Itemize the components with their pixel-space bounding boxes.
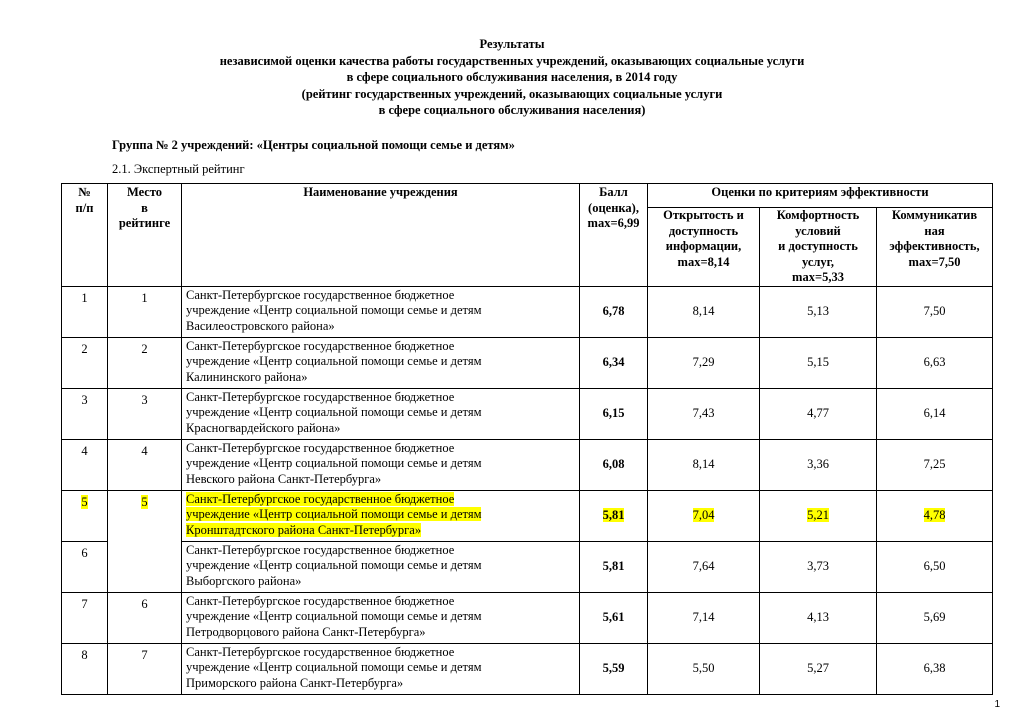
row-criterion-openness: 7,04 — [648, 490, 760, 541]
document-title — [0, 36, 1024, 119]
row-criterion-communication: 7,50 — [877, 286, 993, 337]
row-criterion-communication: 6,14 — [877, 388, 993, 439]
header-criterion-comfort: Комфортность условий и доступность услуг, max=5,33 — [760, 208, 877, 287]
row-score: 6,08 — [580, 439, 648, 490]
row-criterion-openness: 7,14 — [648, 592, 760, 643]
row-criterion-openness: 7,64 — [648, 541, 760, 592]
row-score: 5,61 — [580, 592, 648, 643]
row-num: 5 — [62, 490, 108, 541]
table-row — [62, 337, 993, 388]
row-criterion-communication: 6,63 — [877, 337, 993, 388]
row-criterion-openness: 8,14 — [648, 439, 760, 490]
header-score: Балл (оценка), max=6,99 — [580, 184, 648, 287]
row-criterion-openness: 8,14 — [648, 286, 760, 337]
title-line: Результаты — [479, 37, 545, 51]
table-row — [62, 439, 993, 490]
row-institution-name: Санкт-Петербургское государственное бюджетное учреждение «Центр социальной помощи семье и детям Калининского района» — [182, 337, 580, 388]
row-criterion-comfort: 5,21 — [760, 490, 877, 541]
rating-table — [61, 183, 993, 695]
row-criterion-comfort: 5,27 — [760, 643, 877, 694]
row-criterion-comfort: 4,13 — [760, 592, 877, 643]
header-row — [62, 184, 993, 208]
row-criterion-comfort: 5,15 — [760, 337, 877, 388]
header-name: Наименование учреждения — [182, 184, 580, 287]
row-criterion-comfort: 3,36 — [760, 439, 877, 490]
table-row-highlighted — [62, 490, 993, 541]
row-criterion-communication: 6,50 — [877, 541, 993, 592]
row-place-shared: 5 — [108, 490, 182, 592]
title-line: в сфере социального обслуживания населения) — [378, 103, 646, 117]
row-criterion-communication: 6,38 — [877, 643, 993, 694]
row-criterion-communication: 4,78 — [877, 490, 993, 541]
row-num: 1 — [62, 286, 108, 337]
row-institution-name: Санкт-Петербургское государственное бюджетное учреждение «Центр социальной помощи семье и детям Петродворцового района Санкт-Петербурга» — [182, 592, 580, 643]
header-criterion-communication: Коммуникатив ная эффективность, max=7,50 — [877, 208, 993, 287]
row-score: 5,81 — [580, 541, 648, 592]
row-num: 2 — [62, 337, 108, 388]
row-criterion-openness: 5,50 — [648, 643, 760, 694]
row-score: 5,81 — [580, 490, 648, 541]
row-score: 6,15 — [580, 388, 648, 439]
row-place: 3 — [108, 388, 182, 439]
row-num: 8 — [62, 643, 108, 694]
row-criterion-communication: 7,25 — [877, 439, 993, 490]
row-num: 6 — [62, 541, 108, 592]
row-institution-name: Санкт-Петербургское государственное бюджетное учреждение «Центр социальной помощи семье и детям Приморского района Санкт-Петербурга» — [182, 643, 580, 694]
section-subtitle: 2.1. Экспертный рейтинг — [112, 162, 245, 176]
row-score: 6,34 — [580, 337, 648, 388]
header-num: № п/п — [62, 184, 108, 287]
row-num: 7 — [62, 592, 108, 643]
row-institution-name: Санкт-Петербургское государственное бюджетное учреждение «Центр социальной помощи семье и детям Невского района Санкт-Петербурга» — [182, 439, 580, 490]
header-place: Место в рейтинге — [108, 184, 182, 287]
row-num: 3 — [62, 388, 108, 439]
page-number: 1 — [994, 699, 1000, 710]
row-criterion-comfort: 5,13 — [760, 286, 877, 337]
row-place: 7 — [108, 643, 182, 694]
row-institution-name: Санкт-Петербургское государственное бюджетное учреждение «Центр социальной помощи семье и детям Красногвардейского района» — [182, 388, 580, 439]
group-title: Группа № 2 учреждений: «Центры социальной помощи семье и детям» — [112, 138, 515, 152]
row-institution-name: Санкт-Петербургское государственное бюджетное учреждение «Центр социальной помощи семье и детям Василеостровского района» — [182, 286, 580, 337]
table-row — [62, 592, 993, 643]
row-num: 4 — [62, 439, 108, 490]
table-row — [62, 541, 993, 592]
title-line: в сфере социального обслуживания населения, в 2014 году — [346, 70, 678, 84]
row-score: 5,59 — [580, 643, 648, 694]
table-row — [62, 286, 993, 337]
header-criteria-group: Оценки по критериям эффективности — [648, 184, 993, 208]
row-place: 2 — [108, 337, 182, 388]
row-institution-name: Санкт-Петербургское государственное бюджетное учреждение «Центр социальной помощи семье и детям Выборгского района» — [182, 541, 580, 592]
table-row — [62, 643, 993, 694]
header-criterion-openness: Открытость и доступность информации, max=8,14 — [648, 208, 760, 287]
row-place: 6 — [108, 592, 182, 643]
table-row — [62, 388, 993, 439]
row-criterion-openness: 7,29 — [648, 337, 760, 388]
row-criterion-communication: 5,69 — [877, 592, 993, 643]
row-institution-name: Санкт-Петербургское государственное бюджетное учреждение «Центр социальной помощи семье и детям Кронштадтского района Санкт-Петербурга» — [182, 490, 580, 541]
row-score: 6,78 — [580, 286, 648, 337]
row-criterion-comfort: 4,77 — [760, 388, 877, 439]
row-place: 1 — [108, 286, 182, 337]
title-line: независимой оценки качества работы государственных учреждений, оказывающих социальные услуги — [219, 53, 805, 68]
row-criterion-comfort: 3,73 — [760, 541, 877, 592]
row-criterion-openness: 7,43 — [648, 388, 760, 439]
title-line: (рейтинг государственных учреждений, оказывающих социальные услуги — [301, 86, 723, 101]
row-place: 4 — [108, 439, 182, 490]
